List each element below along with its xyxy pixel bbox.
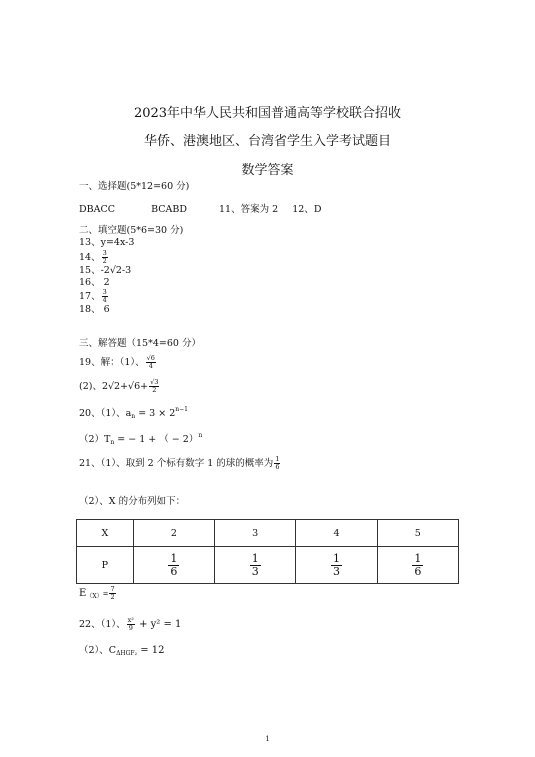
answer-22-1-fraction (127, 617, 135, 632)
table-cell-x: 4 (296, 520, 377, 547)
answer-20-1-label: 20、（1）、a (79, 408, 132, 419)
subscript: ΔHGF₂ (116, 650, 138, 657)
table-row-x (77, 520, 459, 547)
superscript: n (198, 432, 203, 439)
fraction-numerator: 3 (102, 288, 107, 296)
subscript: （X） (86, 593, 103, 600)
fraction-numerator: x² (127, 616, 134, 624)
answer-18: 18、 6 (79, 304, 110, 315)
section3-heading: 三、解答题（15*4=60 分） (79, 338, 201, 349)
answer-17-label: 17、 (79, 291, 101, 302)
title-line-3: 数学答案 (241, 163, 294, 178)
fraction-denominator: 9 (128, 624, 133, 632)
fraction-denominator: 2 (152, 386, 157, 394)
answer-22-1-expression: + y² = 1 (135, 619, 182, 630)
superscript: n−1 (175, 406, 188, 413)
expectation-label: E (79, 588, 87, 599)
expectation (79, 586, 117, 603)
answers-6-10: BCABD (151, 204, 187, 215)
section1-heading: 一、选择题(5*12=60 分) (79, 181, 190, 192)
fraction-numerator: √6 (146, 354, 155, 362)
answer-19-2-fraction (149, 379, 159, 394)
fraction-numerator: 1 (333, 551, 340, 565)
expectation-fraction (109, 586, 115, 601)
fraction-numerator: 1 (414, 551, 422, 565)
answer-21-1-text: 21、（1）、取到 2 个标有数字 1 的球的概率为 (79, 458, 274, 469)
table-cell-p (377, 547, 458, 584)
answer-21-1-fraction (274, 456, 280, 471)
table-header-x: X (77, 520, 134, 547)
answer-20-2-label: （2）T (79, 434, 111, 445)
equals-sign: = (102, 590, 109, 598)
table-cell-x: 3 (215, 520, 296, 547)
answer-19-2-label: (2)、2√2+√6+ (79, 381, 149, 392)
answer-21-1 (79, 456, 281, 471)
fraction-denominator: 4 (148, 362, 153, 370)
table-header-p: P (77, 547, 134, 584)
answer-17 (79, 289, 109, 304)
section2-heading: 二、填空题(5*6=30 分) (79, 225, 184, 236)
answer-14 (79, 250, 109, 265)
page-number: 1 (265, 735, 270, 743)
fraction-numerator: 1 (170, 551, 178, 565)
fraction-numerator: 7 (110, 585, 115, 593)
fraction-denominator: 6 (275, 463, 280, 471)
subscript: n (131, 413, 136, 420)
answer-20-2 (79, 430, 202, 449)
answer-13: 13、y=4x-3 (79, 237, 135, 248)
answer-21-2: （2）、X 的分布列如下： (79, 496, 186, 507)
distribution-table (76, 519, 459, 584)
table-cell-p (296, 547, 377, 584)
answer-14-fraction (102, 250, 108, 265)
answer-19-label: 19、解：（1）、 (79, 357, 145, 368)
answer-19-2 (79, 379, 160, 394)
subscript: n (110, 439, 115, 446)
title-line-2: 华侨、港澳地区、台湾省学生入学考试题目 (143, 134, 391, 149)
answer-22-2-expression: = 12 (137, 645, 165, 656)
table-cell-p (133, 547, 214, 584)
fraction-denominator: 3 (333, 564, 340, 578)
table-cell-x: 2 (133, 520, 214, 547)
fraction-numerator: 3 (102, 249, 107, 257)
answer-11: 11、答案为 2 (219, 204, 279, 215)
fraction-denominator: 2 (102, 257, 107, 265)
fraction-denominator: 6 (170, 564, 178, 578)
answer-19-fraction (146, 355, 156, 370)
fraction-numerator: 1 (251, 551, 259, 565)
answer-22-2 (79, 645, 164, 660)
answer-20-2-expression: = − 1 + （ − 2） (114, 434, 199, 445)
table-row-p (77, 547, 459, 584)
table-cell-x: 5 (377, 520, 458, 547)
answer-17-fraction (102, 289, 108, 304)
answer-19-1 (79, 355, 157, 370)
fraction-denominator: 2 (110, 593, 115, 601)
answer-22-1-label: 22、（1）、 (79, 619, 126, 630)
fraction-denominator: 4 (102, 296, 107, 304)
answer-20-1 (79, 404, 188, 423)
fraction-numerator: √3 (150, 378, 159, 386)
answer-22-2-label: （2）、C (79, 645, 117, 656)
title-line-1: 2023年中华人民共和国普通高等学校联合招收 (133, 106, 402, 121)
answer-15: 15、-2√2-3 (79, 265, 132, 276)
answer-20-1-expression: = 3 × 2 (135, 408, 176, 419)
answer-16: 16、 2 (79, 277, 110, 288)
fraction-denominator: 3 (251, 564, 259, 578)
fraction-numerator: 1 (275, 455, 280, 463)
answer-12: 12、D (292, 204, 322, 215)
answers-1-5: DBACC (79, 204, 115, 215)
table-cell-p (215, 547, 296, 584)
answer-22-1 (79, 617, 181, 632)
fraction-denominator: 6 (414, 564, 422, 578)
section1-answers (79, 204, 321, 216)
answer-14-label: 14、 (79, 252, 101, 263)
